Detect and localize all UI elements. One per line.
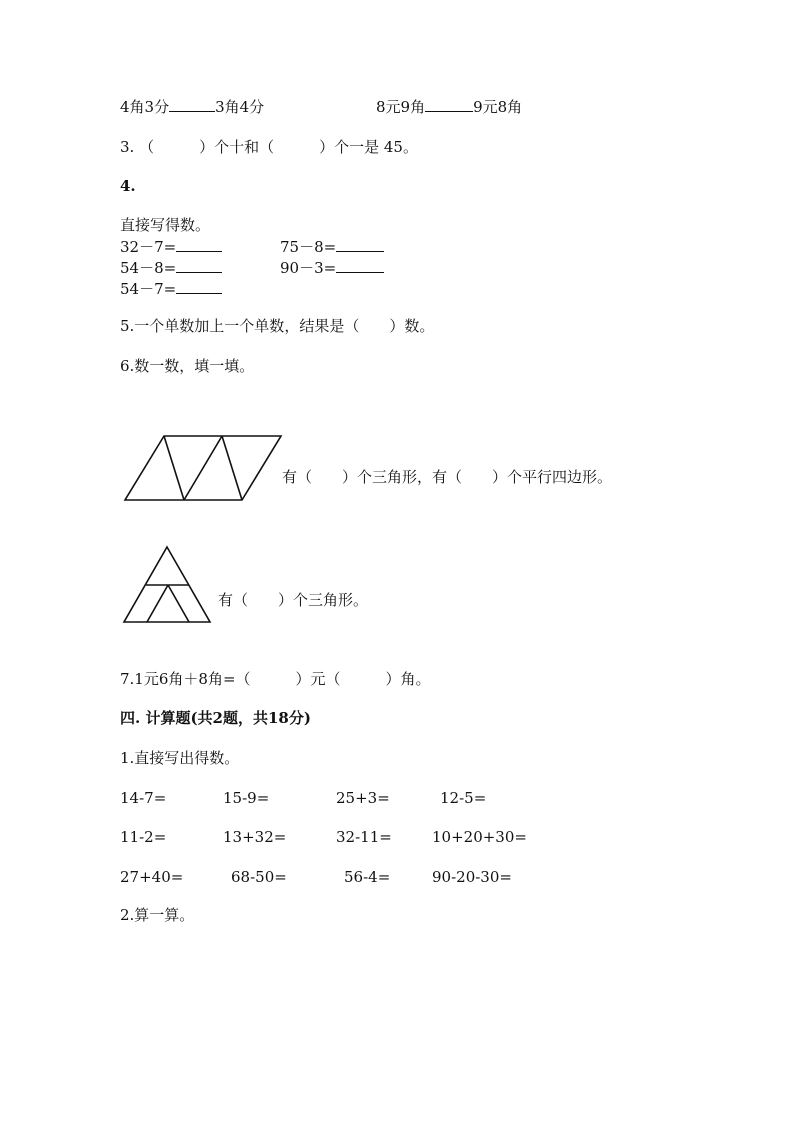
section-4-q2-title: 2.算一算。 [120, 906, 195, 924]
triangle-outline [124, 547, 210, 622]
calc-row-1-col-2: 15-9= [223, 789, 270, 807]
calc-row-1-col-1: 14-7= [120, 789, 167, 807]
q4-item-1 [120, 237, 222, 256]
q4-item-2 [280, 237, 384, 256]
figure-2-question: 有（ ）个三角形。 [218, 591, 369, 609]
q4-item-5-blank[interactable] [176, 279, 222, 294]
calc-row-1-col-3: 25+3= [336, 789, 390, 807]
calc-row-2-col-1: 11-2= [120, 828, 167, 846]
q4-item-2-text: 75－8= [280, 238, 337, 256]
compare-row [120, 97, 264, 116]
q4-item-5 [120, 279, 222, 298]
section-4-q1-title: 1.直接写出得数。 [120, 749, 240, 767]
question-5: 5.一个单数加上一个单数，结果是（ ）数。 [120, 317, 435, 335]
calc-row-1-col-4: 12-5= [440, 789, 487, 807]
question-3 [120, 138, 418, 156]
parallelogram-diagonal-3 [222, 436, 242, 500]
calc-row-2-col-4: 10+20+30= [432, 828, 527, 846]
q4-item-5-text: 54－7= [120, 280, 177, 298]
q4-item-4-blank[interactable] [336, 258, 384, 273]
question-4-intro: 直接写得数。 [120, 216, 211, 234]
inner-triangle-right [168, 585, 189, 622]
calc-row-2-col-3: 32-11= [336, 828, 392, 846]
q4-item-4-text: 90－3= [280, 259, 337, 277]
calc-row-3-col-2: 68-50= [231, 868, 287, 886]
calc-row-3-col-1: 27+40= [120, 868, 184, 886]
compare-a-blank[interactable] [169, 97, 215, 112]
inner-triangle-left [147, 585, 168, 622]
question-4-number: 4. [120, 177, 136, 195]
compare-a-right: 3角4分 [215, 98, 265, 116]
q4-item-2-blank[interactable] [336, 237, 384, 252]
q4-item-3 [120, 258, 222, 277]
parallelogram-outline [125, 436, 281, 500]
section-4-title: 四. 计算题(共2题，共18分) [120, 709, 311, 727]
q4-item-3-text: 54－8= [120, 259, 177, 277]
q4-item-1-text: 32－7= [120, 238, 177, 256]
calc-row-3-col-3: 56-4= [344, 868, 391, 886]
figure-1-question: 有（ ）个三角形，有（ ）个平行四边形。 [282, 468, 613, 486]
q4-item-4 [280, 258, 384, 277]
q4-item-3-blank[interactable] [176, 258, 222, 273]
compare-a-left: 4角3分 [120, 98, 170, 116]
q4-item-1-blank[interactable] [176, 237, 222, 252]
compare-b-left: 8元9角 [376, 98, 426, 116]
compare-b-blank[interactable] [425, 97, 473, 112]
compare-row-b [376, 97, 522, 116]
question-7: 7.1元6角＋8角=（ ）元（ ）角。 [120, 670, 431, 688]
compare-b-right: 9元8角 [473, 98, 523, 116]
question-3-text: （ ）个十和（ ）个一是 45。 [139, 138, 418, 156]
calc-row-3-col-4: 90-20-30= [432, 868, 512, 886]
calc-row-2-col-2: 13+32= [223, 828, 287, 846]
parallelogram-diagonal-2 [184, 436, 222, 500]
parallelogram-diagonal-1 [164, 436, 184, 500]
question-6: 6.数一数，填一填。 [120, 357, 255, 375]
question-3-number: 3. [120, 138, 135, 156]
